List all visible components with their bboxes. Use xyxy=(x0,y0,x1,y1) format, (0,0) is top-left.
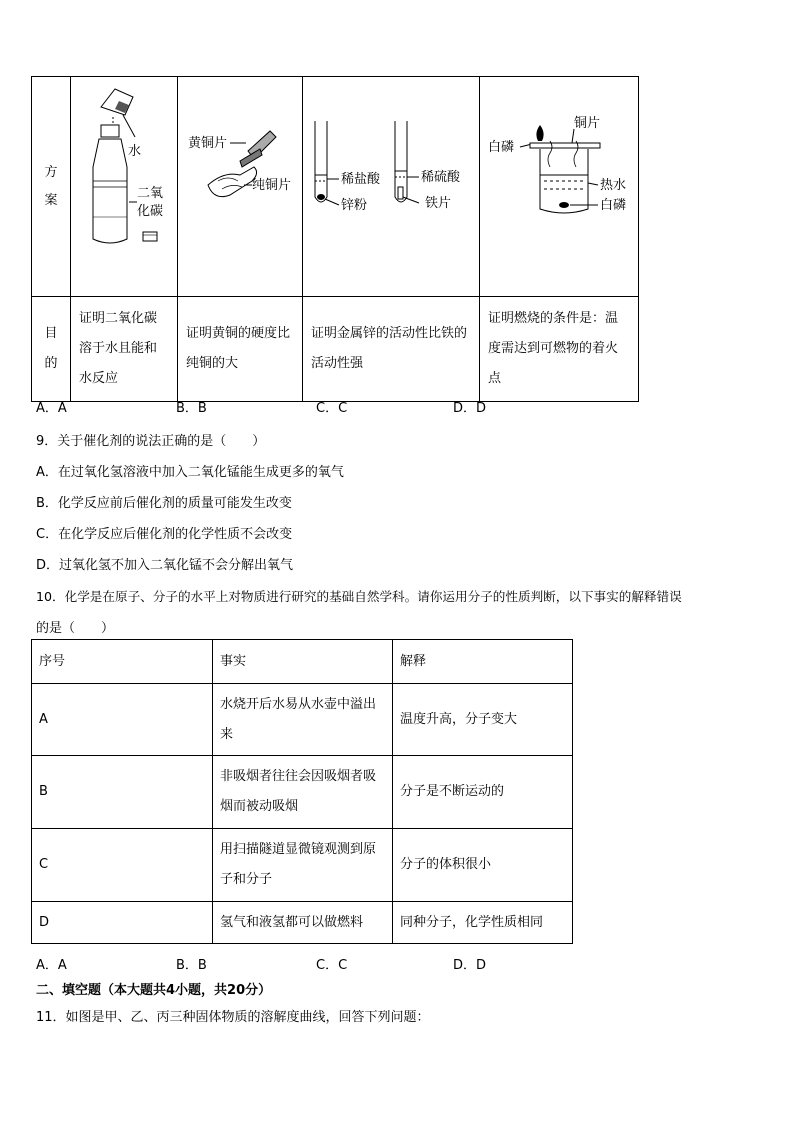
label-co2: 二氧化碳 xyxy=(137,186,164,219)
q10-options xyxy=(36,954,536,972)
q8-options xyxy=(36,397,536,415)
header-fact: 事实 xyxy=(213,640,393,684)
row-explain: 分子是不断运动的 xyxy=(393,756,573,829)
co2-bottle-figure xyxy=(71,77,177,285)
option-a[interactable]: A．A xyxy=(36,958,67,973)
header-explain: 解释 xyxy=(393,640,573,684)
table-row xyxy=(32,756,573,829)
row-fact: 水烧开后水易从水壶中溢出来 xyxy=(213,684,393,756)
row-label-text: 目的 xyxy=(44,326,58,371)
label-hcl: 稀盐酸 xyxy=(341,172,381,187)
metal-activity-figure xyxy=(303,77,479,285)
option-a[interactable]: A．A xyxy=(36,401,67,416)
label-water: 水 xyxy=(128,144,142,159)
q8-row-label-purpose xyxy=(32,297,71,402)
option-d[interactable]: D．D xyxy=(453,958,487,973)
q8-figure-1-cell xyxy=(71,77,178,297)
label-brass: 黄铜片 xyxy=(188,136,228,151)
label-pure-copper: 纯铜片 xyxy=(252,178,292,193)
q8-scheme-row xyxy=(32,77,639,297)
q10-stem-line1: 10．化学是在原子、分子的水平上对物质进行研究的基础自然学科。请你运用分子的性质判断，以下事实的解释错误 xyxy=(36,589,682,604)
option-d[interactable]: D．D xyxy=(453,401,487,416)
q8-figure-2-cell xyxy=(178,77,303,297)
option-b[interactable]: B．B xyxy=(176,958,207,973)
q10-table xyxy=(31,639,573,944)
table-row xyxy=(32,829,573,902)
combustion-figure xyxy=(480,77,638,285)
label-white-p-bottom: 白磷 xyxy=(600,198,627,213)
label-hot-water: 热水 xyxy=(600,178,627,193)
q8-figure-3-cell xyxy=(303,77,480,297)
label-white-p-top: 白磷 xyxy=(488,140,515,155)
row-id: C xyxy=(32,829,213,902)
table-row xyxy=(32,684,573,756)
q9-choice-b[interactable]: B．化学反应前后催化剂的质量可能发生改变 xyxy=(36,496,292,511)
q8-purpose-d: 证明燃烧的条件是：温度需达到可燃物的着火点 xyxy=(480,297,639,402)
q10-header-row xyxy=(32,640,573,684)
q9-choice-a[interactable]: A．在过氧化氢溶液中加入二氧化锰能生成更多的氧气 xyxy=(36,465,344,480)
row-id: D xyxy=(32,902,213,944)
label-copper-sheet: 铜片 xyxy=(574,116,601,131)
row-fact: 氢气和液氢都可以做燃料 xyxy=(213,902,393,944)
row-fact: 非吸烟者往往会因吸烟者吸烟而被动吸烟 xyxy=(213,756,393,829)
section-title: 二、填空题（本大题共4小题，共20分） xyxy=(36,983,272,998)
row-explain: 分子的体积很小 xyxy=(393,829,573,902)
q8-purpose-a: 证明二氧化碳溶于水且能和水反应 xyxy=(71,297,178,402)
q8-purpose-c: 证明金属锌的活动性比铁的活动性强 xyxy=(303,297,480,402)
q8-table xyxy=(31,76,639,402)
label-iron: 铁片 xyxy=(425,196,452,211)
row-id: B xyxy=(32,756,213,829)
row-fact: 用扫描隧道显微镜观测到原子和分子 xyxy=(213,829,393,902)
label-h2so4: 稀硫酸 xyxy=(421,170,461,185)
header-id: 序号 xyxy=(32,640,213,684)
row-explain: 同种分子，化学性质相同 xyxy=(393,902,573,944)
option-c[interactable]: C．C xyxy=(316,401,348,416)
q8-figure-4-cell xyxy=(480,77,639,297)
option-c[interactable]: C．C xyxy=(316,958,348,973)
brass-scratch-figure xyxy=(178,77,302,285)
q8-row-label-scheme xyxy=(32,77,71,297)
q9-choice-d[interactable]: D．过氧化氢不加入二氧化锰不会分解出氧气 xyxy=(36,558,294,573)
q9-stem: 9．关于催化剂的说法正确的是（ ） xyxy=(36,434,266,449)
q8-purpose-row xyxy=(32,297,639,402)
option-b[interactable]: B．B xyxy=(176,401,207,416)
label-zinc: 锌粉 xyxy=(341,198,368,213)
q9-choice-c[interactable]: C．在化学反应后催化剂的化学性质不会改变 xyxy=(36,527,293,542)
q10-stem-line2: 的是（ ） xyxy=(36,621,115,636)
row-id: A xyxy=(32,684,213,756)
row-label-text: 方案 xyxy=(44,164,58,208)
row-explain: 温度升高，分子变大 xyxy=(393,684,573,756)
q8-purpose-b: 证明黄铜的硬度比纯铜的大 xyxy=(178,297,303,402)
q11-stem: 11．如图是甲、乙、丙三种固体物质的溶解度曲线，回答下列问题： xyxy=(36,1010,430,1025)
table-row xyxy=(32,902,573,944)
